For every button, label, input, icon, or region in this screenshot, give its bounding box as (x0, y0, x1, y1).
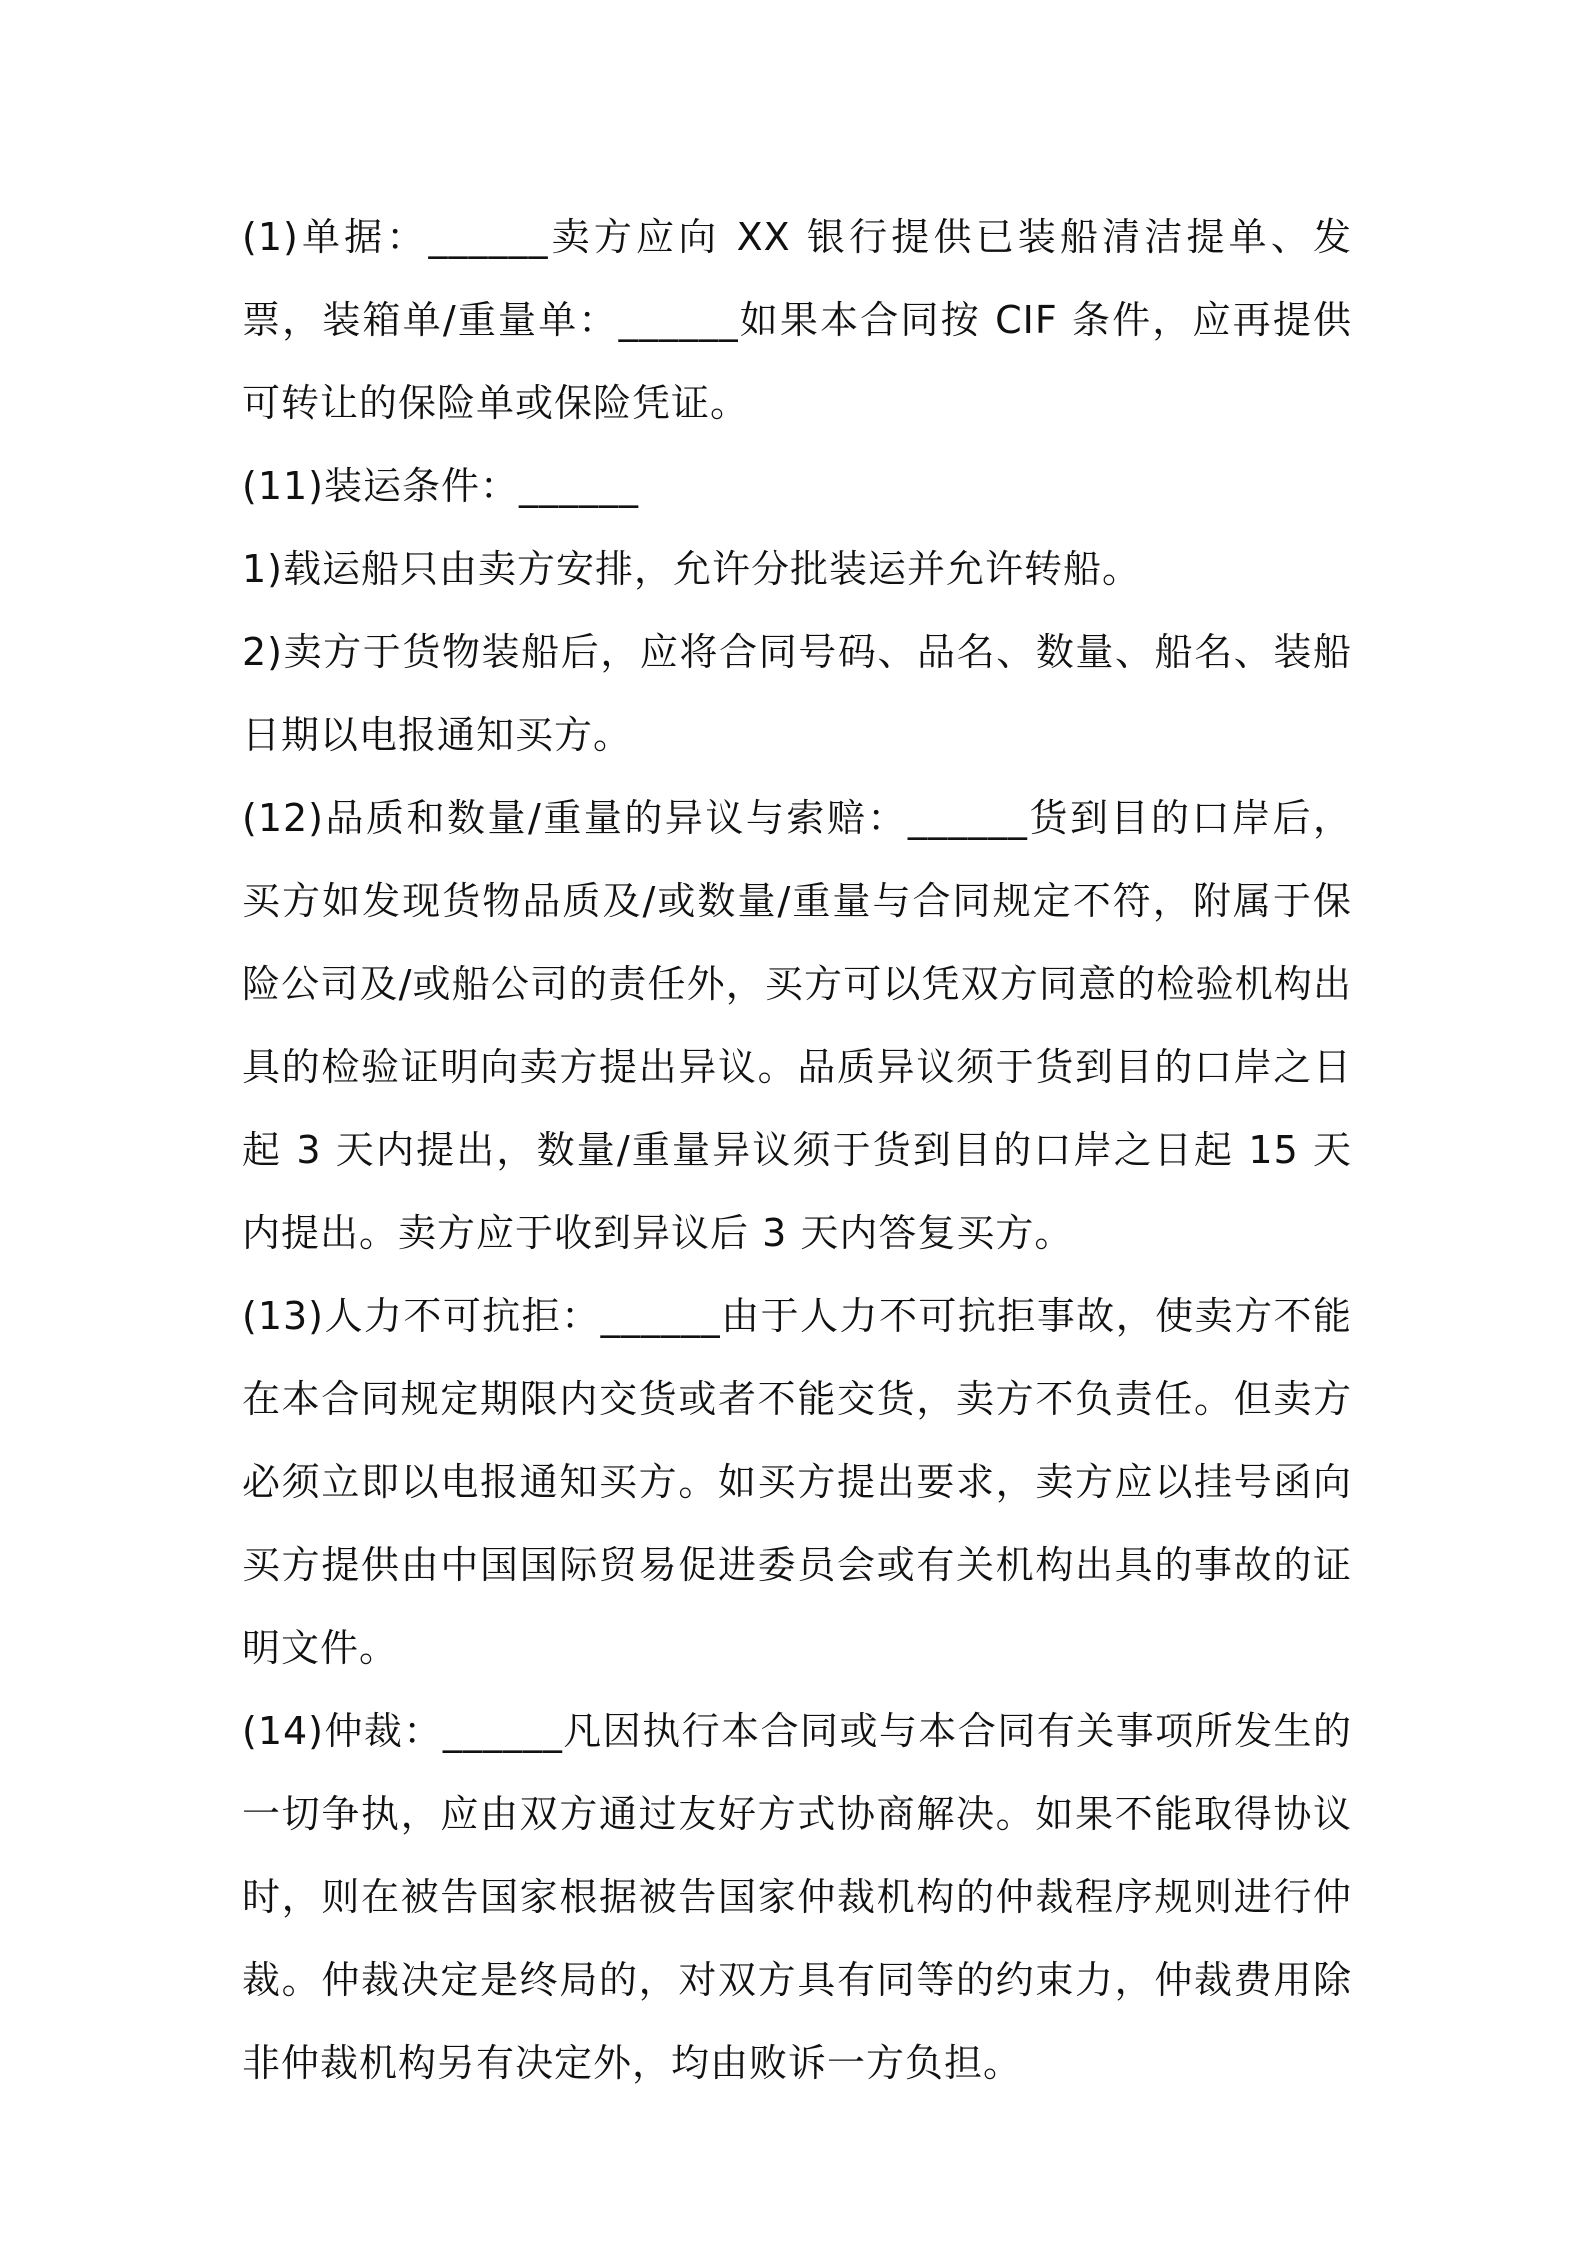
paragraph-force-majeure: (13)人力不可抗拒：______由于人力不可抗拒事故，使卖方不能在本合同规定期限内交货或者不能交货，卖方不负责任。但卖方必须立即以电报通知买方。如买方提出要求，卖方应以挂号函向买方提供由中国国际贸易促进委员会或有关机构出具的事故的证明文件。 (242, 1294, 1352, 1670)
paragraph-shipment-item-2: 2)卖方于货物装船后，应将合同号码、品名、数量、船名、装船日期以电报通知买方。 (242, 630, 1352, 757)
paragraph-documents: (1)单据：______卖方应向 XX 银行提供已装船清洁提单、发票，装箱单/重量单：______如果本合同按 CIF 条件，应再提供可转让的保险单或保险凭证。 (242, 215, 1352, 425)
paragraph-shipment-conditions: (11)装运条件：______ (242, 464, 640, 508)
paragraph-shipment-item-1: 1)载运船只由卖方安排，允许分批装运并允许转船。 (242, 547, 1142, 591)
paragraph-claims: (12)品质和数量/重量的异议与索赔：______货到目的口岸后，买方如发现货物品质及/或数量/重量与合同规定不符，附属于保险公司及/或船公司的责任外，买方可以凭双方同意的检验机构出具的检验证明向卖方提出异议。品质异议须于货到目的口岸之日起 3 天内提出，数量/重量异议须于货到目的口岸之日起 15 天内提出。卖方应于收到异议后 3 天内答复买方。 (242, 796, 1352, 1255)
paragraph-arbitration: (14)仲裁：______凡因执行本合同或与本合同有关事项所发生的一切争执，应由双方通过友好方式协商解决。如果不能取得协议时，则在被告国家根据被告国家仲裁机构的仲裁程序规则进行仲裁。仲裁决定是终局的，对双方具有同等的约束力，仲裁费用除非仲裁机构另有决定外，均由败诉一方负担。 (242, 1709, 1352, 2085)
document-page (242, 196, 1352, 2105)
